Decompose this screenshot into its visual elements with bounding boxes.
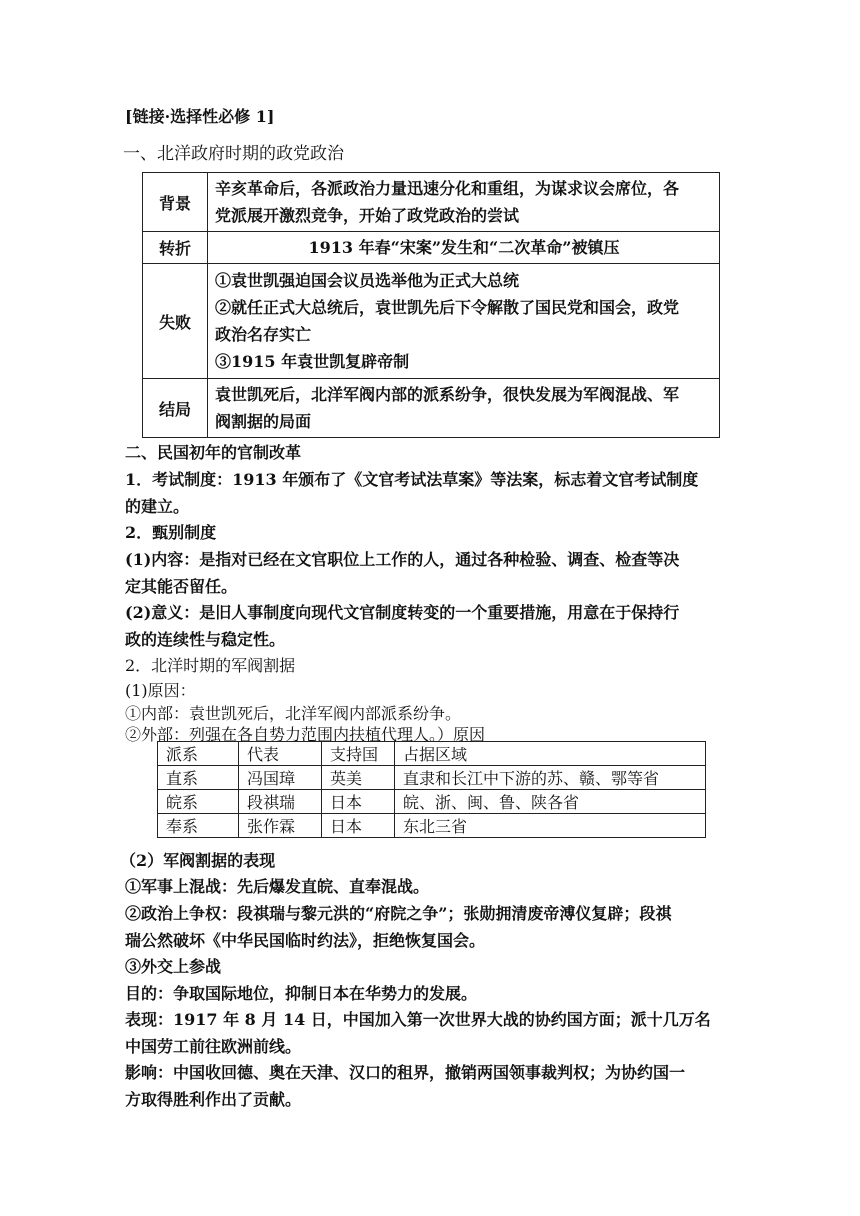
row-content — [208, 264, 720, 379]
table-cell: 英美 — [322, 766, 395, 790]
section4-title: （2）军阀割据的表现 — [120, 851, 276, 870]
section3-title: 2．北洋时期的军阀割据 — [125, 656, 296, 675]
politics-line2: 瑞公然破坏《中华民国临时约法》，拒绝恢复国会。 — [125, 931, 486, 950]
table-row — [158, 814, 706, 838]
table-cell: 日本 — [322, 814, 395, 838]
party-politics-table — [142, 172, 720, 438]
screening-content-line2: 定其能否留任。 — [125, 577, 238, 596]
screening-system-title: 2．甄别制度 — [125, 523, 217, 542]
row-content — [208, 379, 720, 438]
impact-line1: 影响：中国收回德、奥在天津、汉口的租界，撤销两国领事裁判权；为协约国一 — [125, 1063, 686, 1082]
performance-line2: 中国劳工前往欧洲前线。 — [125, 1037, 302, 1056]
header-cell: 支持国 — [322, 742, 395, 766]
table-row — [158, 766, 706, 790]
link-heading: [链接·选择性必修 1] — [125, 107, 275, 126]
content-line: 政治名存实亡 — [215, 325, 312, 344]
table-cell: 奉系 — [158, 814, 239, 838]
content-line: ②就任正式大总统后，袁世凯先后下令解散了国民党和国会，政党 — [215, 298, 680, 317]
diplomacy-line: ③外交上参战 — [125, 957, 222, 976]
row-label: 结局 — [143, 379, 208, 438]
table-cell: 皖系 — [158, 790, 239, 814]
section2-title: 二、民国初年的官制改革 — [125, 443, 302, 462]
screening-content-line1: (1)内容：是指对已经在文官职位上工作的人，通过各种检验、调查、检查等决 — [125, 550, 680, 569]
table-cell: 日本 — [322, 790, 395, 814]
table-row — [143, 173, 720, 232]
table-cell: 张作霖 — [239, 814, 322, 838]
table-cell: 冯国璋 — [239, 766, 322, 790]
row-label: 失败 — [143, 264, 208, 379]
content-line: 袁世凯死后，北洋军阀内部的派系纷争，很快发展为军阀混战、军 — [215, 385, 680, 404]
warlord-factions-table — [157, 741, 706, 838]
external-cause: ②外部：列强在各自势力范围内扶植代理人。）原因 — [125, 725, 486, 744]
content-line: 1913 年春“宋案”发生和“二次革命”被镇压 — [308, 238, 620, 257]
screening-meaning-line2: 政的连续性与稳定性。 — [125, 630, 286, 649]
table-cell: 段祺瑞 — [239, 790, 322, 814]
performance-line1: 表现：1917 年 8 月 14 日，中国加入第一次世界大战的协约国方面；派十几万名 — [125, 1010, 711, 1029]
header-cell: 占据区域 — [395, 742, 706, 766]
table-row — [143, 379, 720, 438]
section1-title: 一、北洋政府时期的政党政治 — [123, 144, 344, 164]
content-line: ①袁世凯强迫国会议员选举他为正式大总统 — [215, 271, 520, 290]
header-cell: 派系 — [158, 742, 239, 766]
table-cell: 直系 — [158, 766, 239, 790]
table-cell: 东北三省 — [395, 814, 706, 838]
content-line: 党派展开激烈竞争，开始了政党政治的尝试 — [215, 206, 520, 225]
row-label: 背景 — [143, 173, 208, 232]
content-line: 阀割据的局面 — [215, 412, 312, 431]
internal-cause: ①内部：袁世凯死后，北洋军阀内部派系纷争。 — [125, 704, 462, 723]
row-content — [208, 173, 720, 232]
content-line: ③1915 年袁世凯复辟帝制 — [215, 352, 410, 371]
table-row — [143, 264, 720, 379]
cause-title: (1)原因： — [125, 681, 196, 700]
table-header-row — [158, 742, 706, 766]
exam-system-line1: 1．考试制度：1913 年颁布了《文官考试法草案》等法案，标志着文官考试制度 — [125, 470, 699, 489]
politics-line1: ②政治上争权：段祺瑞与黎元洪的“府院之争”；张勋拥清废帝溥仪复辟；段祺 — [125, 904, 672, 923]
table-cell: 直隶和长江中下游的苏、赣、鄂等省 — [395, 766, 706, 790]
table-cell: 皖、浙、闽、鲁、陕各省 — [395, 790, 706, 814]
table-row — [158, 790, 706, 814]
content-line: 辛亥革命后，各派政治力量迅速分化和重组，为谋求议会席位，各 — [215, 179, 680, 198]
table-row — [143, 232, 720, 264]
military-line: ①军事上混战：先后爆发直皖、直奉混战。 — [125, 877, 430, 896]
impact-line2: 方取得胜利作出了贡献。 — [125, 1090, 302, 1109]
row-label: 转折 — [143, 232, 208, 264]
purpose-line: 目的：争取国际地位，抑制日本在华势力的发展。 — [125, 984, 478, 1003]
header-cell: 代表 — [239, 742, 322, 766]
exam-system-line2: 的建立。 — [125, 497, 190, 516]
screening-meaning-line1: (2)意义：是旧人事制度向现代文官制度转变的一个重要措施，用意在于保持行 — [125, 603, 680, 622]
row-content — [208, 232, 720, 264]
